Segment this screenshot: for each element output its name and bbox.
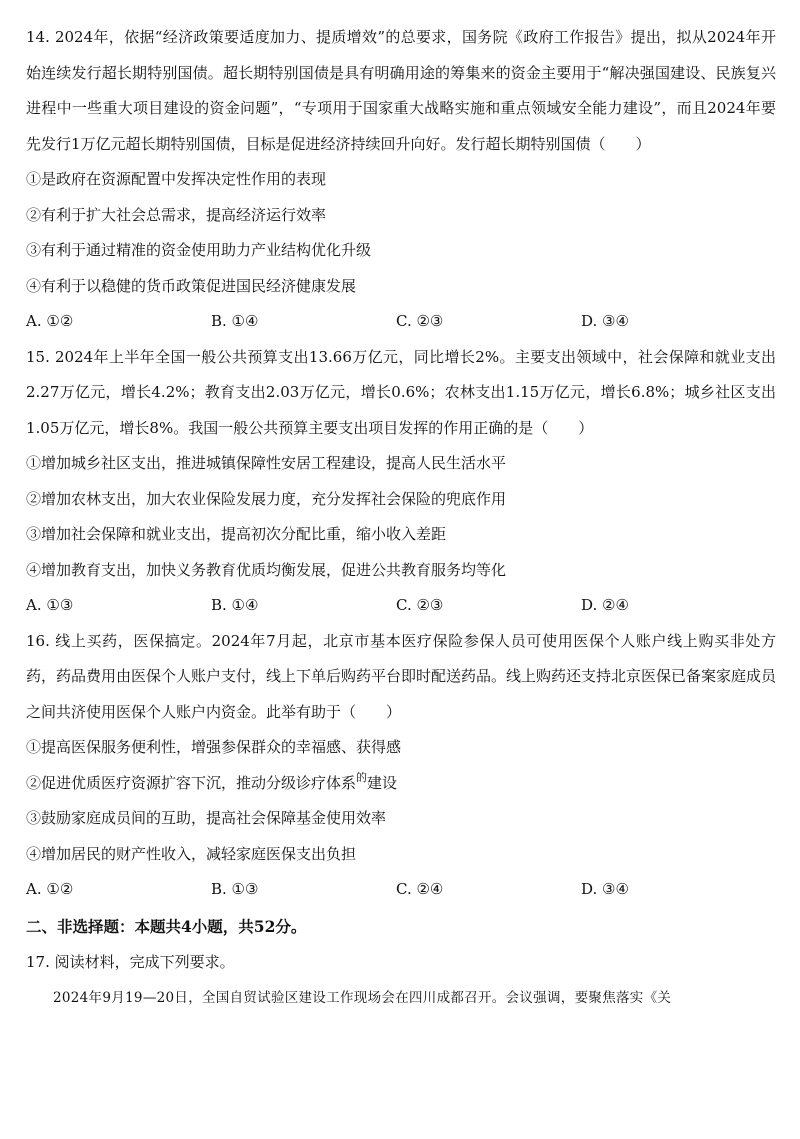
option-c[interactable]: C. ②③ <box>396 312 444 330</box>
question-15 <box>26 340 776 624</box>
question-15-options <box>26 588 776 624</box>
question-15-item-4: ④增加教育支出，加快义务教育优质均衡发展，促进公共教育服务均等化 <box>26 560 507 579</box>
question-16-item-2-text: ②促进优质医疗资源扩容下沉，推动分级诊疗体系 <box>26 773 357 792</box>
question-16-item-2-raised-char: 的 <box>356 770 368 784</box>
option-a[interactable]: A. ①② <box>26 880 74 898</box>
question-16-item-3: ③鼓励家庭成员间的互助，提高社会保障基金使用效率 <box>26 809 387 827</box>
option-a[interactable]: A. ①③ <box>26 596 74 614</box>
question-17-material: 2024年9月19—20日，全国自贸试验区建设工作现场会在四川成都召开。会议强调，要聚焦落实《关 <box>53 990 672 1006</box>
question-14-stem: 14. 2024年，依据“经济政策要适度加力、提质增效”的总要求，国务院《政府工作报告》提出，拟从2024年开始连续发行超长期特别国债。超长期特别国债是具有明确用途的筹集来的资金主要用于“解决强国建设、民族复兴进程中一些重大项目建设的资金问题”，“专项用于国家重大战略实施和重点领域安全能力建设”，而且2024年要先发行1万亿元超长期特别国债，目标是促进经济持续回升向好。发行超长期特别国债（ ） <box>26 28 776 153</box>
question-16-options <box>26 872 776 908</box>
option-a[interactable]: A. ①② <box>26 312 74 330</box>
option-b[interactable]: B. ①④ <box>211 312 259 330</box>
option-c[interactable]: C. ②③ <box>396 596 444 614</box>
question-14-item-2: ②有利于扩大社会总需求，提高经济运行效率 <box>26 205 327 224</box>
option-b[interactable]: B. ①③ <box>211 880 259 898</box>
option-b[interactable]: B. ①④ <box>211 596 259 614</box>
question-15-item-3: ③增加社会保障和就业支出，提高初次分配比重，缩小收入差距 <box>26 525 447 543</box>
exam-page <box>26 20 776 1016</box>
question-16 <box>26 624 776 908</box>
question-14-item-1: ①是政府在资源配置中发挥决定性作用的表现 <box>26 170 327 188</box>
question-16-item-1: ①提高医保服务便利性，增强参保群众的幸福感、获得感 <box>26 738 402 756</box>
question-16-item-2 <box>26 766 776 802</box>
question-15-item-2: ②增加农林支出，加大农业保险发展力度，充分发挥社会保险的兜底作用 <box>26 489 507 508</box>
question-16-item-4: ④增加居民的财产性收入，减轻家庭医保支出负担 <box>26 844 357 863</box>
option-d[interactable]: D. ②④ <box>581 596 629 614</box>
option-d[interactable]: D. ③④ <box>581 880 629 898</box>
question-17 <box>26 945 776 1017</box>
question-15-item-1: ①增加城乡社区支出，推进城镇保障性安居工程建设，提高人民生活水平 <box>26 454 507 472</box>
question-14-options <box>26 304 776 340</box>
option-d[interactable]: D. ③④ <box>581 312 629 330</box>
question-17-stem: 17. 阅读材料，完成下列要求。 <box>26 952 235 971</box>
question-14 <box>26 20 776 340</box>
question-16-item-2-tail: 建设 <box>367 773 398 792</box>
question-16-stem: 16. 线上买药，医保搞定。2024年7月起，北京市基本医疗保险参保人员可使用医保个人账户线上购买非处方药，药品费用由医保个人账户支付，线上下单后购药平台即时配送药品。线上购药还支持北京医保已备案家庭成员之间共济使用医保个人账户内资金。此举有助于（ ） <box>26 631 777 721</box>
question-14-item-4: ④有利于以稳健的货币政策促进国民经济健康发展 <box>26 276 357 295</box>
question-15-stem: 15. 2024年上半年全国一般公共预算支出13.66万亿元，同比增长2%。主要支出领域中，社会保障和就业支出2.27万亿元，增长4.2%；教育支出2.03万亿元，增长0.6%；农林支出1.15万亿元，增长6.8%；城乡社区支出1.05万亿元，增长8%。我国一般公共预算主要支出项目发挥的作用正确的是（ ） <box>26 347 776 437</box>
section-heading: 二、非选择题：本题共4小题，共52分。 <box>26 916 307 936</box>
option-c[interactable]: C. ②④ <box>396 880 444 898</box>
question-14-item-3: ③有利于通过精准的资金使用助力产业结构优化升级 <box>26 241 372 259</box>
